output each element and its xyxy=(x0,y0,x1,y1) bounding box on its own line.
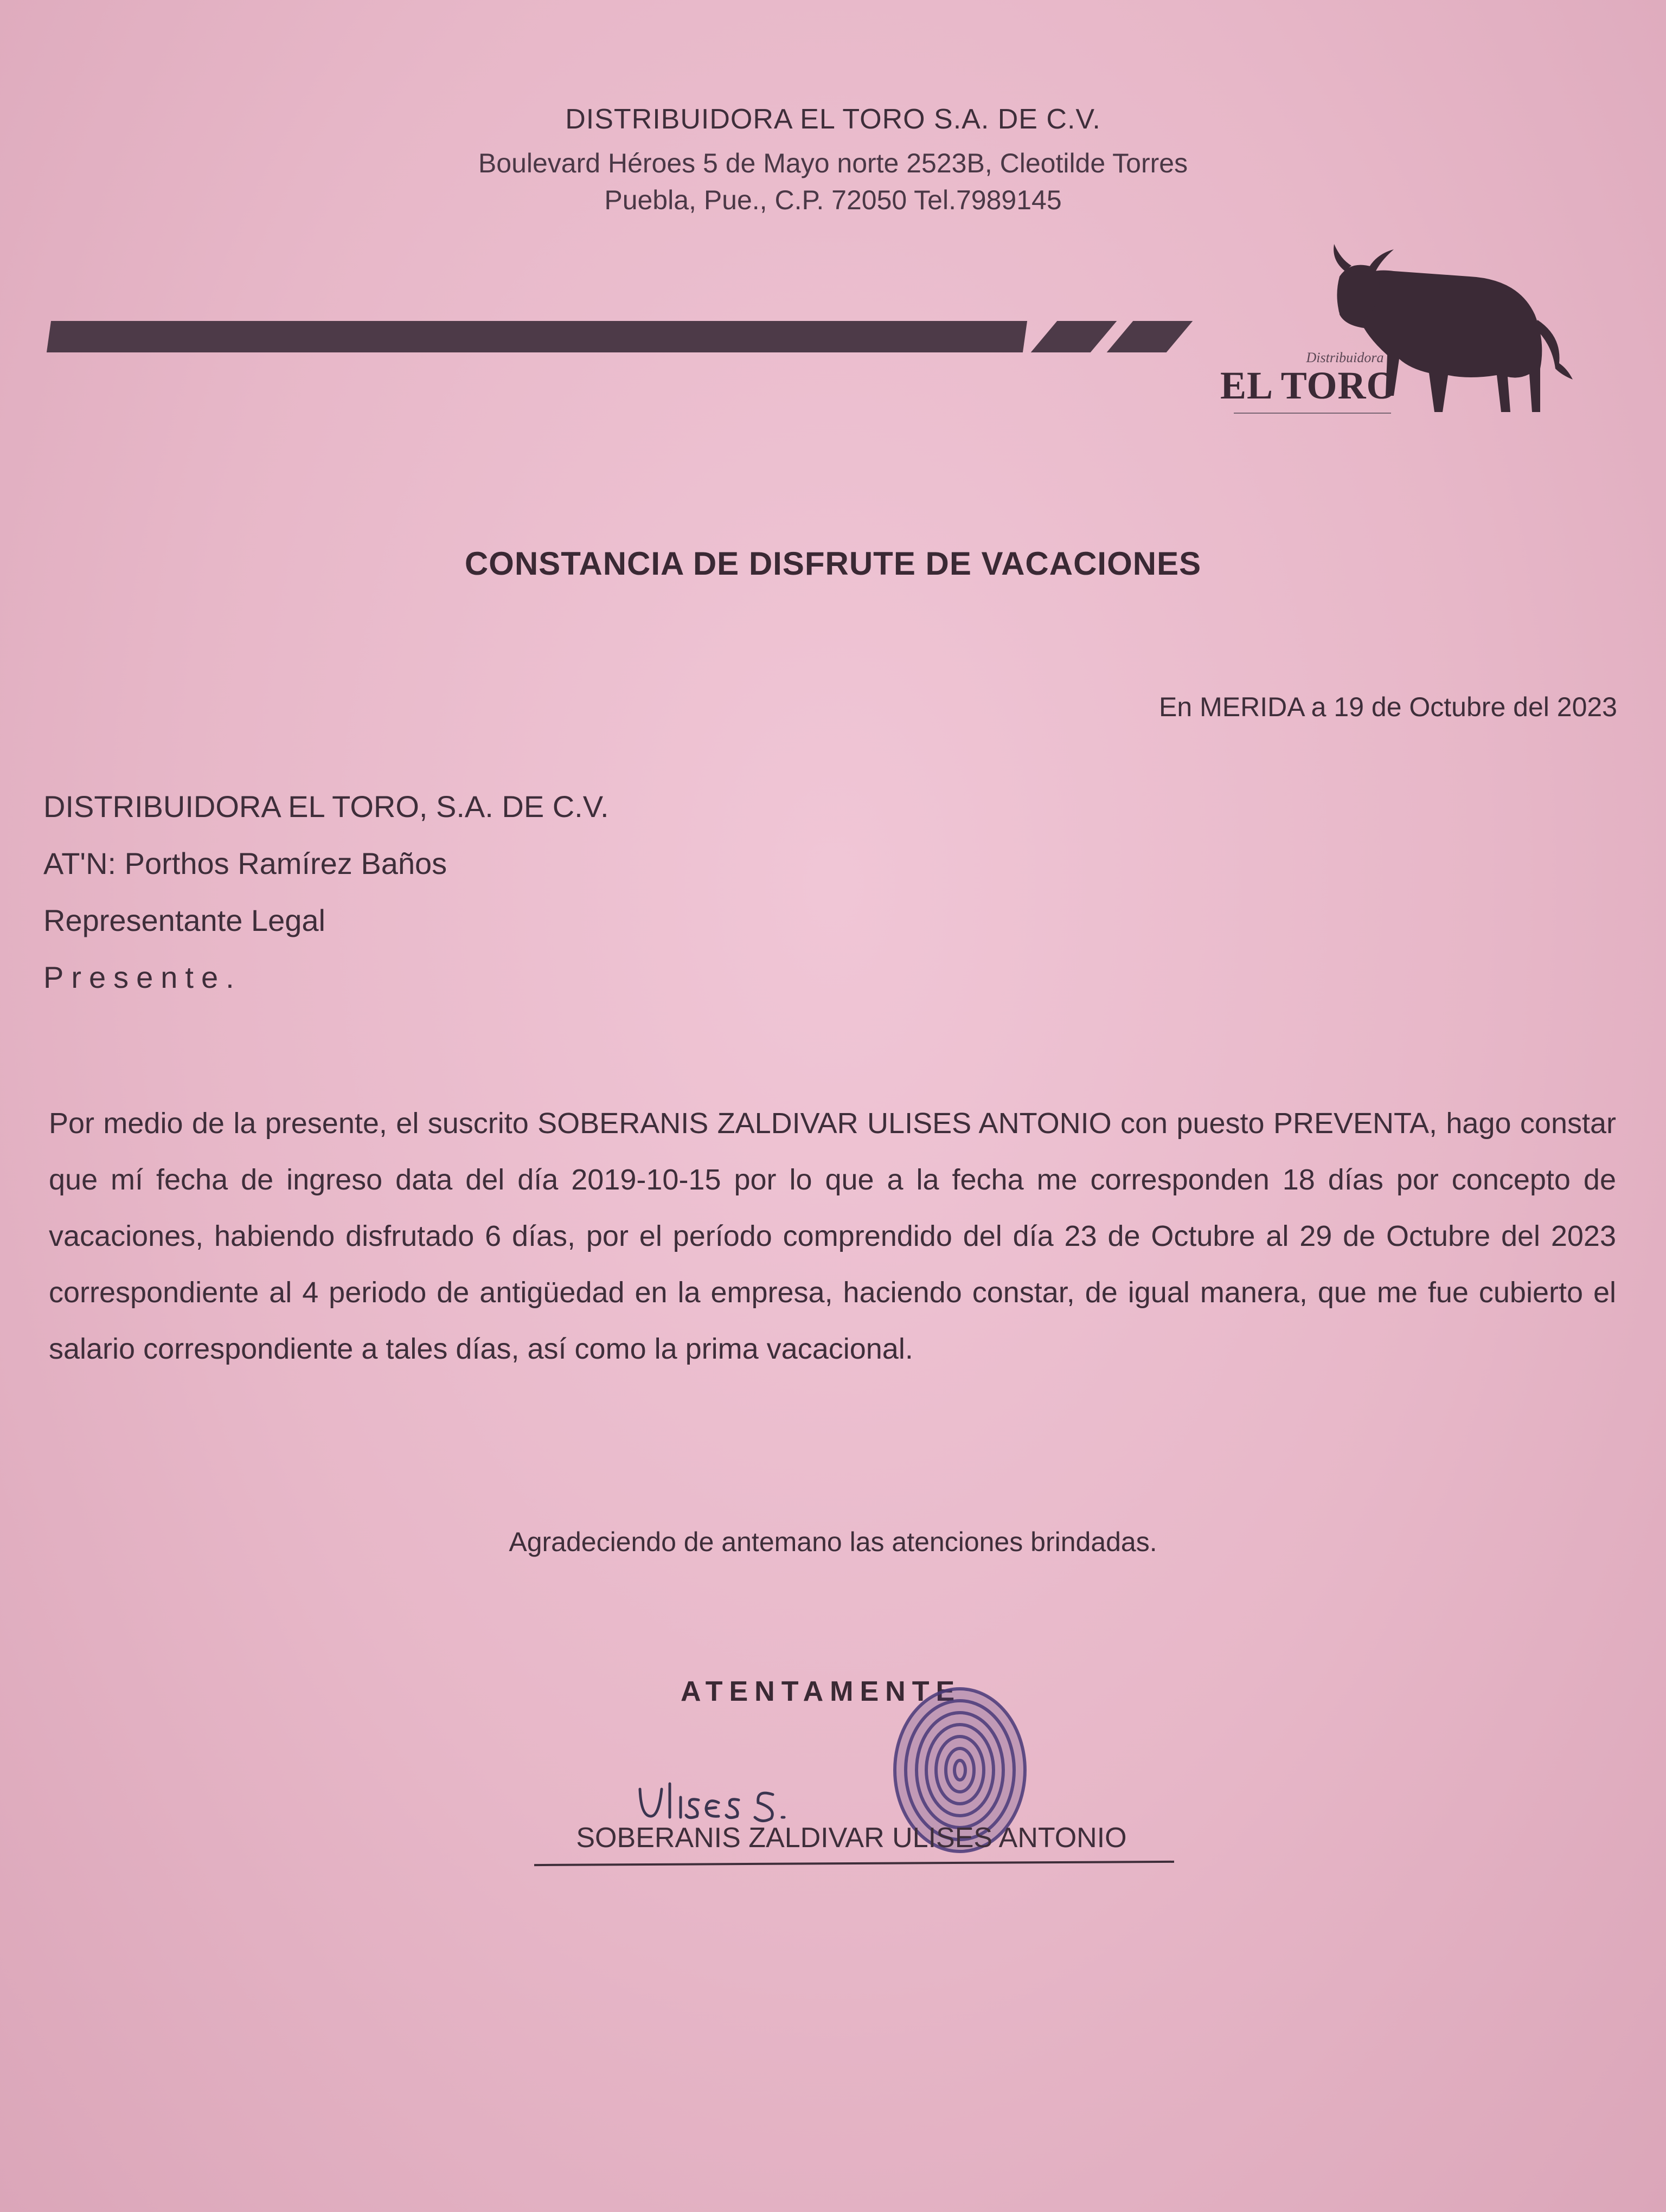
header-address-line1: Boulevard Héroes 5 de Mayo norte 2523B, Cleotilde Torres xyxy=(478,148,1188,178)
signer-name: SOBERANIS ZALDIVAR ULISES ANTONIO xyxy=(576,1822,1127,1854)
header-company-name: DISTRIBUIDORA EL TORO S.A. DE C.V. xyxy=(565,104,1101,135)
addressee-role: Representante Legal xyxy=(43,903,325,937)
body-paragraph: Por medio de la presente, el suscrito SOBERANIS ZALDIVAR ULISES ANTONIO con puesto PREVENTA, hago constar que mí fecha de ingreso data del día 2019-10-15 por lo que a la fecha me corresponden 18 días por concepto de vacaciones, habiendo disfrutado 6 días, por el período comprendido del día 23 de Octubre al 29 de Octubre del 2023 correspondiente al 4 periodo de antigüedad en la empresa, haciendo constar, de igual manera, que me fue cubierto el salario correspondiente a tales días, así como la prima vacacional. xyxy=(49,1107,1616,1365)
document-title: CONSTANCIA DE DISFRUTE DE VACACIONES xyxy=(464,545,1202,582)
logo-tagline-line xyxy=(1234,409,1391,414)
header-address-line2: Puebla, Pue., C.P. 72050 Tel.7989145 xyxy=(604,185,1062,215)
logo-name: EL TORO xyxy=(1220,364,1398,407)
addressee-attn: AT'N: Porthos Ramírez Baños xyxy=(43,846,447,880)
addressee-company: DISTRIBUIDORA EL TORO, S.A. DE C.V. xyxy=(43,789,609,824)
logo-small-text: Distribuidora xyxy=(1306,350,1384,365)
closing-atentamente: ATENTAMENTE xyxy=(681,1676,962,1707)
date-line: En MERIDA a 19 de Octubre del 2023 xyxy=(1159,692,1617,722)
thanks-line: Agradeciendo de antemano las atenciones brindadas. xyxy=(509,1527,1157,1557)
header-band xyxy=(47,321,1027,352)
header-band-stripe xyxy=(1031,321,1117,352)
signature-line xyxy=(534,1861,1174,1866)
addressee-present: Presente. xyxy=(43,960,242,994)
header-band-stripe xyxy=(1107,321,1193,352)
bull-icon xyxy=(1215,233,1573,439)
